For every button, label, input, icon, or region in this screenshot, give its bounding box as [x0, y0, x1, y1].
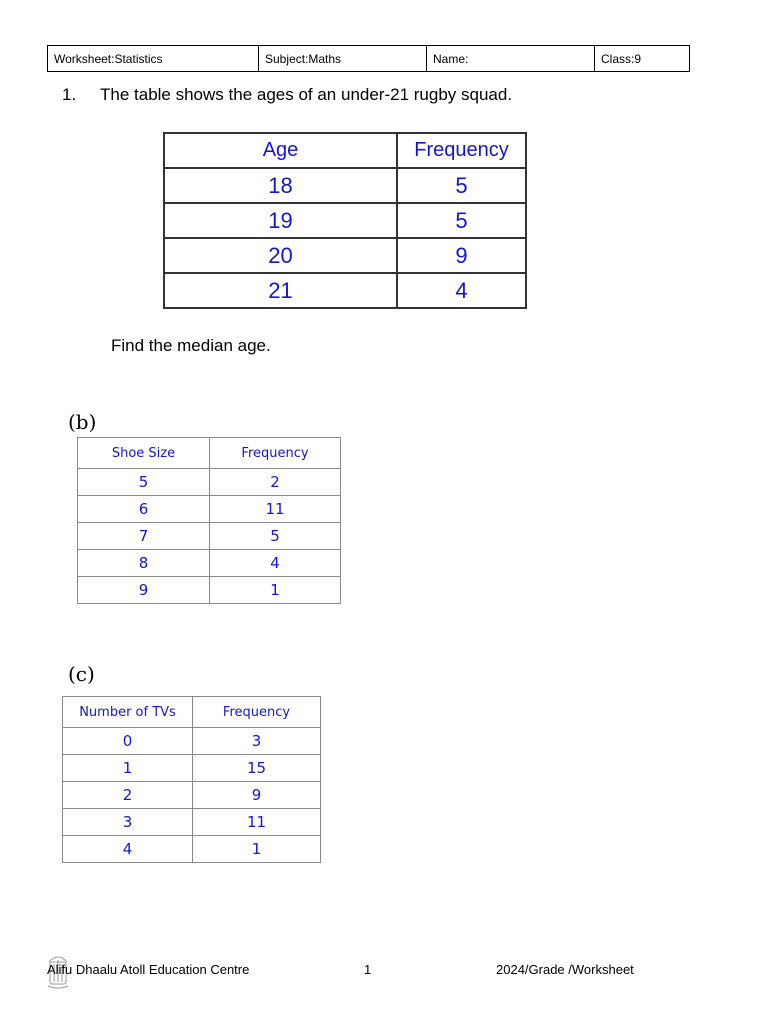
- footer-worksheet-info: 2024/Grade /Worksheet: [496, 962, 634, 977]
- table-header: Age: [164, 133, 397, 168]
- tv-count-table: [62, 696, 321, 863]
- table-header: Shoe Size: [78, 438, 210, 469]
- table-cell: 9: [397, 238, 526, 273]
- table-row: [78, 496, 341, 523]
- table-row: [164, 168, 526, 203]
- table-row: [63, 728, 321, 755]
- footer-school-name: Alifu Dhaalu Atoll Education Centre: [47, 962, 250, 977]
- table-header: Frequency: [193, 697, 321, 728]
- table-cell: 5: [397, 168, 526, 203]
- name-field: Name:: [427, 46, 595, 72]
- table-cell: 20: [164, 238, 397, 273]
- table-cell: 5: [210, 523, 341, 550]
- table-row: [78, 577, 341, 604]
- table-cell: 9: [193, 782, 321, 809]
- table-cell: 1: [63, 755, 193, 782]
- table-row: [78, 469, 341, 496]
- question-1: [62, 85, 512, 105]
- table-row: [63, 836, 321, 863]
- subject-field: Subject:Maths: [259, 46, 427, 72]
- table-cell: 1: [193, 836, 321, 863]
- table-cell: 4: [397, 273, 526, 308]
- table-row: [63, 809, 321, 836]
- table-cell: 0: [63, 728, 193, 755]
- table-cell: 9: [78, 577, 210, 604]
- table-cell: 18: [164, 168, 397, 203]
- table-row: [164, 273, 526, 308]
- table-cell: 21: [164, 273, 397, 308]
- table-cell: 2: [210, 469, 341, 496]
- table-cell: 19: [164, 203, 397, 238]
- table-cell: 2: [63, 782, 193, 809]
- table-cell: 5: [78, 469, 210, 496]
- age-frequency-table: [163, 132, 527, 309]
- table-cell: 3: [193, 728, 321, 755]
- question-prompt: Find the median age.: [111, 336, 271, 355]
- table-cell: 11: [193, 809, 321, 836]
- table-header: Number of TVs: [63, 697, 193, 728]
- worksheet-title: Worksheet:Statistics: [48, 46, 259, 72]
- class-field: Class:9: [595, 46, 690, 72]
- question-number: 1.: [62, 85, 77, 104]
- table-cell: 6: [78, 496, 210, 523]
- table-cell: 4: [210, 550, 341, 577]
- table-cell: 5: [397, 203, 526, 238]
- table-cell: 3: [63, 809, 193, 836]
- table-cell: 15: [193, 755, 321, 782]
- table-header: Frequency: [210, 438, 341, 469]
- table-header: Frequency: [397, 133, 526, 168]
- table-cell: 8: [78, 550, 210, 577]
- part-c-label: (c): [68, 662, 95, 686]
- part-b-label: (b): [68, 410, 97, 434]
- table-row: [164, 238, 526, 273]
- table-cell: 4: [63, 836, 193, 863]
- table-row: [164, 203, 526, 238]
- worksheet-header: [47, 45, 690, 72]
- shoe-size-table: [77, 437, 341, 604]
- footer-page-number: 1: [364, 962, 372, 977]
- table-row: [78, 550, 341, 577]
- table-row: [63, 782, 321, 809]
- table-row: [78, 523, 341, 550]
- table-cell: 1: [210, 577, 341, 604]
- table-cell: 7: [78, 523, 210, 550]
- table-cell: 11: [210, 496, 341, 523]
- table-row: [63, 755, 321, 782]
- question-text: The table shows the ages of an under-21 rugby squad.: [100, 85, 513, 104]
